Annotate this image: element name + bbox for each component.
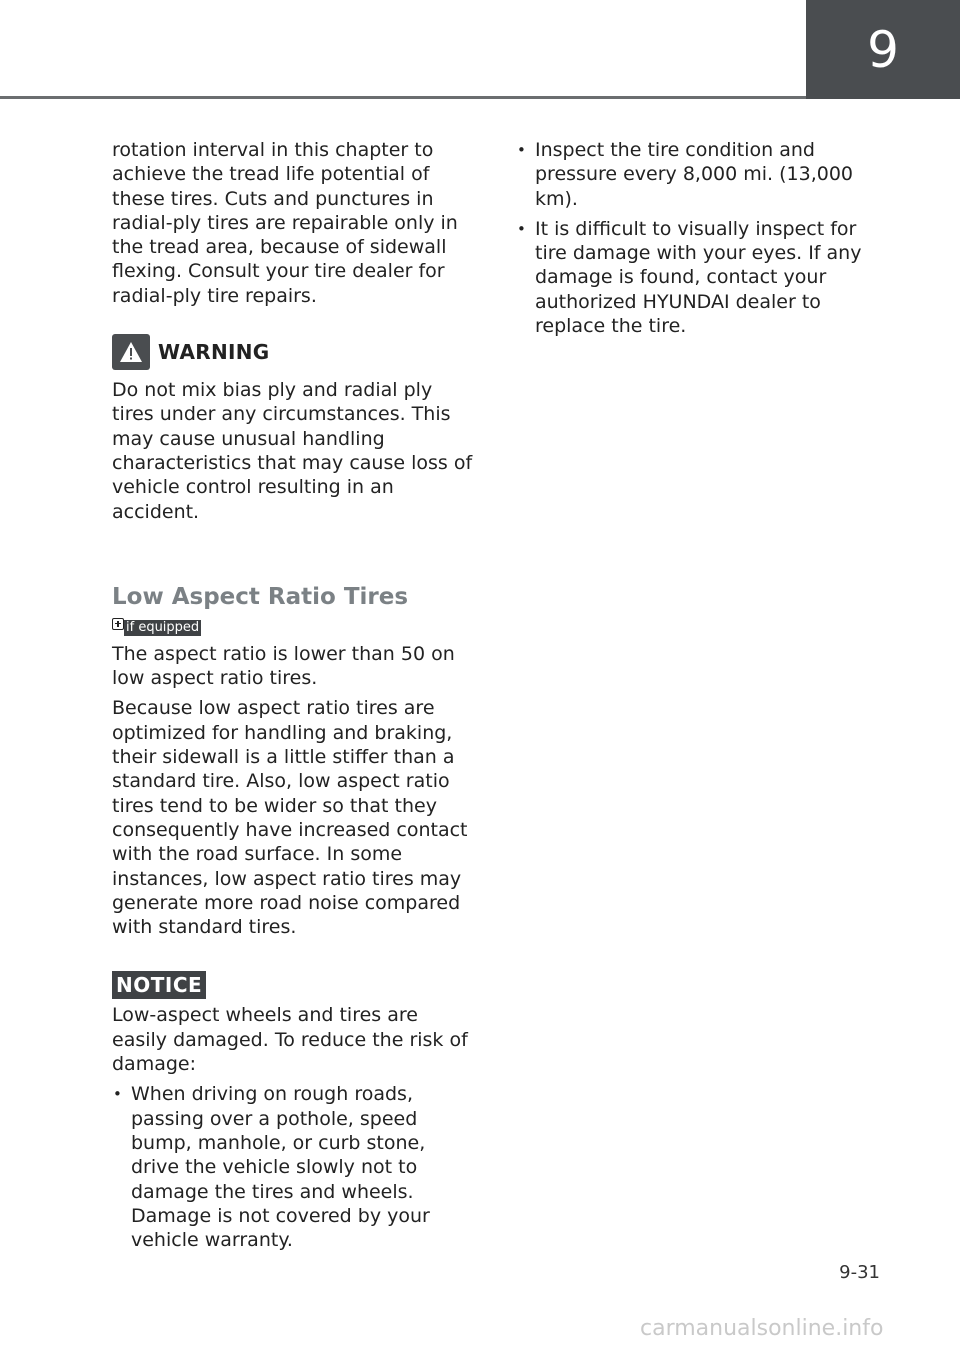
- header-rule: [0, 96, 806, 99]
- section-title: Low Aspect Ratio Tires: [112, 583, 409, 610]
- notice-label: NOTICE: [112, 971, 206, 999]
- page-number: 9-31: [839, 1262, 880, 1283]
- notice-body: Low-aspect wheels and tires are easily damaged. To reduce the risk of damage:: [112, 1004, 468, 1076]
- section-paragraph-1: The aspect ratio is lower than 50 on low aspect ratio tires.: [112, 642, 455, 690]
- warning-body: Do not mix bias ply and radial ply tires under any circumstances. This may cause unusual handling characteristics that may cause loss of vehicle control resulting in an accident.: [112, 379, 473, 523]
- chapter-tab: [806, 0, 960, 99]
- watermark: carmanualsonline.info: [640, 1316, 884, 1341]
- list-item: • When driving on rough roads, passing over a pothole, speed bump, manhole, or curb stone, drive the vehicle slowly not to damage the tires and wheels. Damage is not covered by your vehicle warranty.: [112, 1082, 474, 1252]
- warning-heading: [112, 334, 474, 370]
- if-equipped-label: if equipped: [126, 619, 200, 635]
- notice-bullet-list: [112, 1082, 474, 1252]
- right-bullet-list: [516, 138, 876, 338]
- chapter-number: 9: [867, 20, 899, 79]
- plus-box-icon: [112, 618, 124, 630]
- if-equipped-badge: [112, 618, 201, 636]
- warning-label: WARNING: [158, 339, 270, 364]
- section-paragraph-2: Because low aspect ratio tires are optimized for handling and braking, their sidewall is a little stiffer than a standard tire. Also, low aspect ratio tires tend to be wider so that they consequently have increased contact with the road surface. In some instances, low aspect ratio tires may generate more road noise compared with standard tires.: [112, 697, 468, 939]
- list-item: • Inspect the tire condition and pressure every 8,000 mi. (13,000 km).: [516, 138, 876, 211]
- warning-triangle-icon: [112, 334, 150, 370]
- intro-paragraph: rotation interval in this chapter to achieve the tread life potential of these tires. Cuts and punctures in radial-ply tires are repairable only in the tread area, because of sidewall flexing. Consult your tire dealer for radial-ply tire repairs.: [112, 139, 458, 307]
- left-column: [112, 138, 474, 1258]
- right-column: [516, 138, 876, 344]
- list-item: • It is difficult to visually inspect for tire damage with your eyes. If any damage is found, contact your authorized HYUNDAI dealer to replace the tire.: [516, 217, 876, 338]
